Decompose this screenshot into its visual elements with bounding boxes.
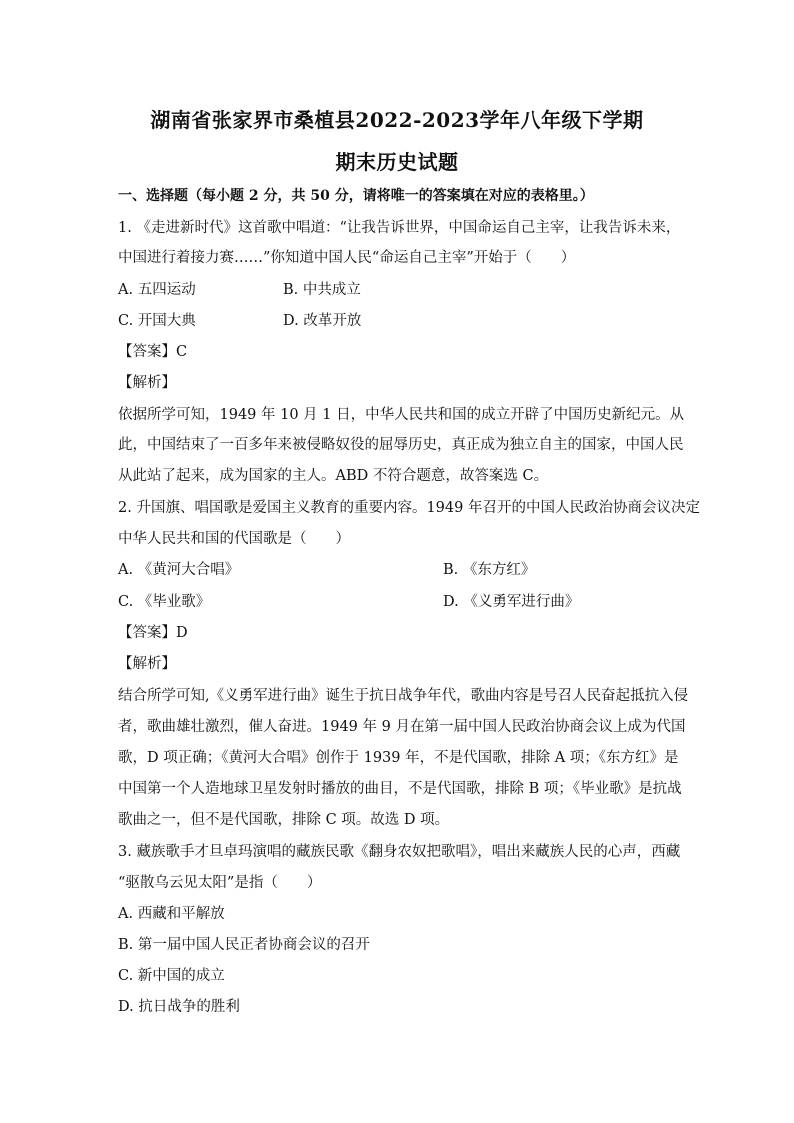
q1-option-d: D. 改革开放 xyxy=(283,313,362,329)
q1-option-a: A. 五四运动 xyxy=(118,282,196,298)
q3-option-b: B. 第一届中国人民正者协商会议的召开 xyxy=(118,937,370,953)
q2-analysis-label: 【解析】 xyxy=(118,656,176,672)
q2-analysis-line3: 歌，D 项正确；《黄河大合唱》创作于 1939 年，不是代国歌，排除 A 项；《东方红》是 xyxy=(118,750,679,766)
q1-stem-line1: 1. 《走进新时代》这首歌中唱道：“让我告诉世界，中国命运自己主宰，让我告诉未来， xyxy=(118,220,681,236)
q2-analysis-line4: 中国第一个人造地球卫星发射时播放的曲目，不是代国歌，排除 B 项；《毕业歌》是抗战 xyxy=(118,781,682,797)
q2-option-b: B. 《东方红》 xyxy=(443,562,536,578)
q1-option-b: B. 中共成立 xyxy=(283,282,361,298)
q1-analysis-line2: 此，中国结束了一百多年来被侵略奴役的屈辱历史，真正成为独立自主的国家，中国人民 xyxy=(118,437,684,453)
doc-title-line2: 期末历史试题 xyxy=(335,150,459,174)
q1-analysis-label: 【解析】 xyxy=(118,375,176,391)
q3-stem-line1: 3. 藏族歌手才旦卓玛演唱的藏族民歌《翻身农奴把歌唱》，唱出来藏族人民的心声，西藏 xyxy=(118,844,681,860)
q3-option-a: A. 西藏和平解放 xyxy=(118,906,225,922)
q2-option-a: A. 《黄河大合唱》 xyxy=(118,562,240,578)
q3-stem-line2: “驱散乌云见太阳”是指（ ） xyxy=(118,875,322,891)
q2-stem-line1: 2. 升国旗、唱国歌是爱国主义教育的重要内容。1949 年召开的中国人民政治协商会议决定 xyxy=(118,500,700,516)
q2-analysis-line2: 者，歌曲雄壮激烈，催人奋进。1949 年 9 月在第一届中国人民政治协商会议上成为代国 xyxy=(118,719,686,735)
q1-analysis-line1: 依据所学可知，1949 年 10 月 1 日，中华人民共和国的成立开辟了中国历史新纪元。从 xyxy=(118,407,685,423)
q1-stem-line2: 中国进行着接力赛……”你知道中国人民“命运自己主宰”开始于（ ） xyxy=(118,250,576,266)
q2-answer: 【答案】D xyxy=(118,625,188,641)
q1-option-c: C. 开国大典 xyxy=(118,313,196,329)
doc-title-line1: 湖南省张家界市桑植县2022-2023学年八年级下学期 xyxy=(150,108,644,132)
q2-option-d: D. 《义勇军进行曲》 xyxy=(443,594,580,610)
q1-analysis-line3: 从此站了起来，成为国家的主人。ABD 不符合题意，故答案选 C。 xyxy=(118,468,549,484)
q2-stem-line2: 中华人民共和国的代国歌是（ ） xyxy=(118,531,350,547)
q2-option-c: C. 《毕业歌》 xyxy=(118,594,211,610)
q3-option-d: D. 抗日战争的胜利 xyxy=(118,999,240,1015)
section-header: 一、选择题（每小题 2 分，共 50 分，请将唯一的答案填在对应的表格里。） xyxy=(118,188,594,204)
q1-answer: 【答案】C xyxy=(118,344,188,360)
q2-analysis-line1: 结合所学可知,《义勇军进行曲》诞生于抗日战争年代，歌曲内容是号召人民奋起抵抗入侵 xyxy=(118,688,689,704)
q2-analysis-line5: 歌曲之一，但不是代国歌，排除 C 项。故选 D 项。 xyxy=(118,812,450,828)
q3-option-c: C. 新中国的成立 xyxy=(118,968,225,984)
